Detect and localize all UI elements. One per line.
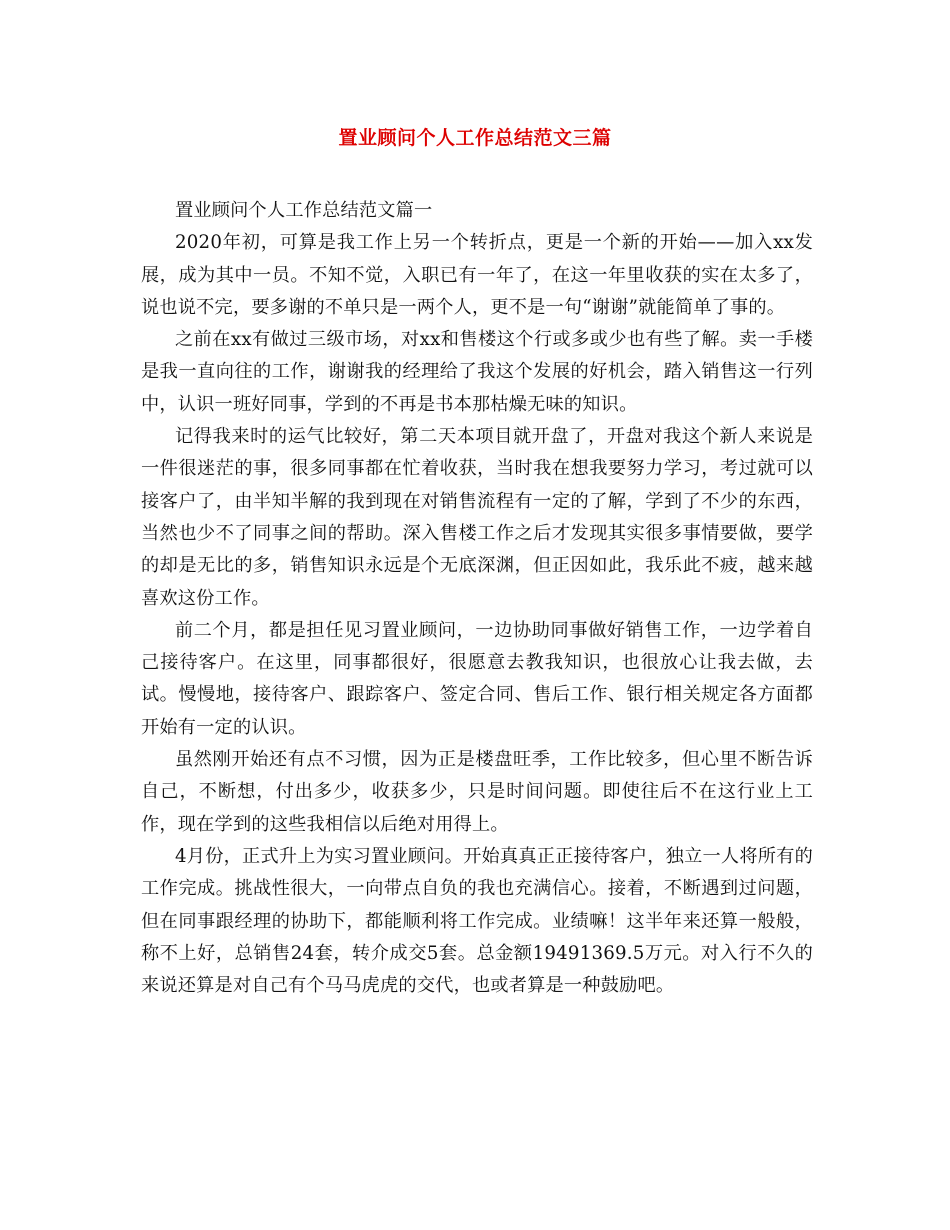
document-body: [141, 195, 813, 1002]
paragraph-3: 记得我来时的运气比较好，第二天本项目就开盘了，开盘对我这个新人来说是一件很迷茫的事，很多同事都在忙着收获，当时我在想我要努力学习，考过就可以接客户了，由半知半解的我到现在对销售流程有一定的了解，学到了不少的东西，当然也少不了同事之间的帮助。深入售楼工作之后才发现其实很多事情要做，要学的却是无比的多，销售知识永远是个无底深渊，但正因如此，我乐此不疲，越来越喜欢这份工作。: [141, 426, 813, 609]
paragraph-6: 4月份，正式升上为实习置业顾问。开始真真正正接待客户，独立一人将所有的工作完成。挑战性很大，一向带点自负的我也充满信心。接着，不断遇到过问题，但在同事跟经理的协助下，都能顺利将工作完成。业绩嘛！这半年来还算一般般，称不上好，总销售24套，转介成交5套。总金额19491369.5万元。对入行不久的来说还算是对自己有个马马虎虎的交代，也或者算是一种鼓励吧。: [141, 845, 813, 997]
paragraph-2: 之前在xx有做过三级市场，对xx和售楼这个行或多或少也有些了解。卖一手楼是我一直向往的工作，谢谢我的经理给了我这个发展的好机会，踏入销售这一行列中，认识一班好同事，学到的不再是书本那枯燥无味的知识。: [141, 329, 813, 415]
paragraph-1: 2020年初，可算是我工作上另一个转折点，更是一个新的开始——加入xx发展，成为其中一员。不知不觉，入职已有一年了，在这一年里收获的实在太多了，说也说不完，要多谢的不单只是一两个人，更不是一句“谢谢”就能简单了事的。: [141, 232, 813, 318]
document-title: 置业顾问个人工作总结范文三篇: [338, 127, 612, 149]
section-subheading: 置业顾问个人工作总结范文篇一: [175, 200, 433, 221]
paragraph-5: 虽然刚开始还有点不习惯，因为正是楼盘旺季，工作比较多，但心里不断告诉自己，不断想，付出多少，收获多少，只是时间问题。即使往后不在这行业上工作，现在学到的这些我相信以后绝对用得上。: [141, 749, 813, 835]
paragraph-4: 前二个月，都是担任见习置业顾问，一边协助同事做好销售工作，一边学着自己接待客户。在这里，同事都很好，很愿意去教我知识，也很放心让我去做，去试。慢慢地，接待客户、跟踪客户、签定合同、售后工作、银行相关规定各方面都开始有一定的认识。: [141, 619, 813, 738]
